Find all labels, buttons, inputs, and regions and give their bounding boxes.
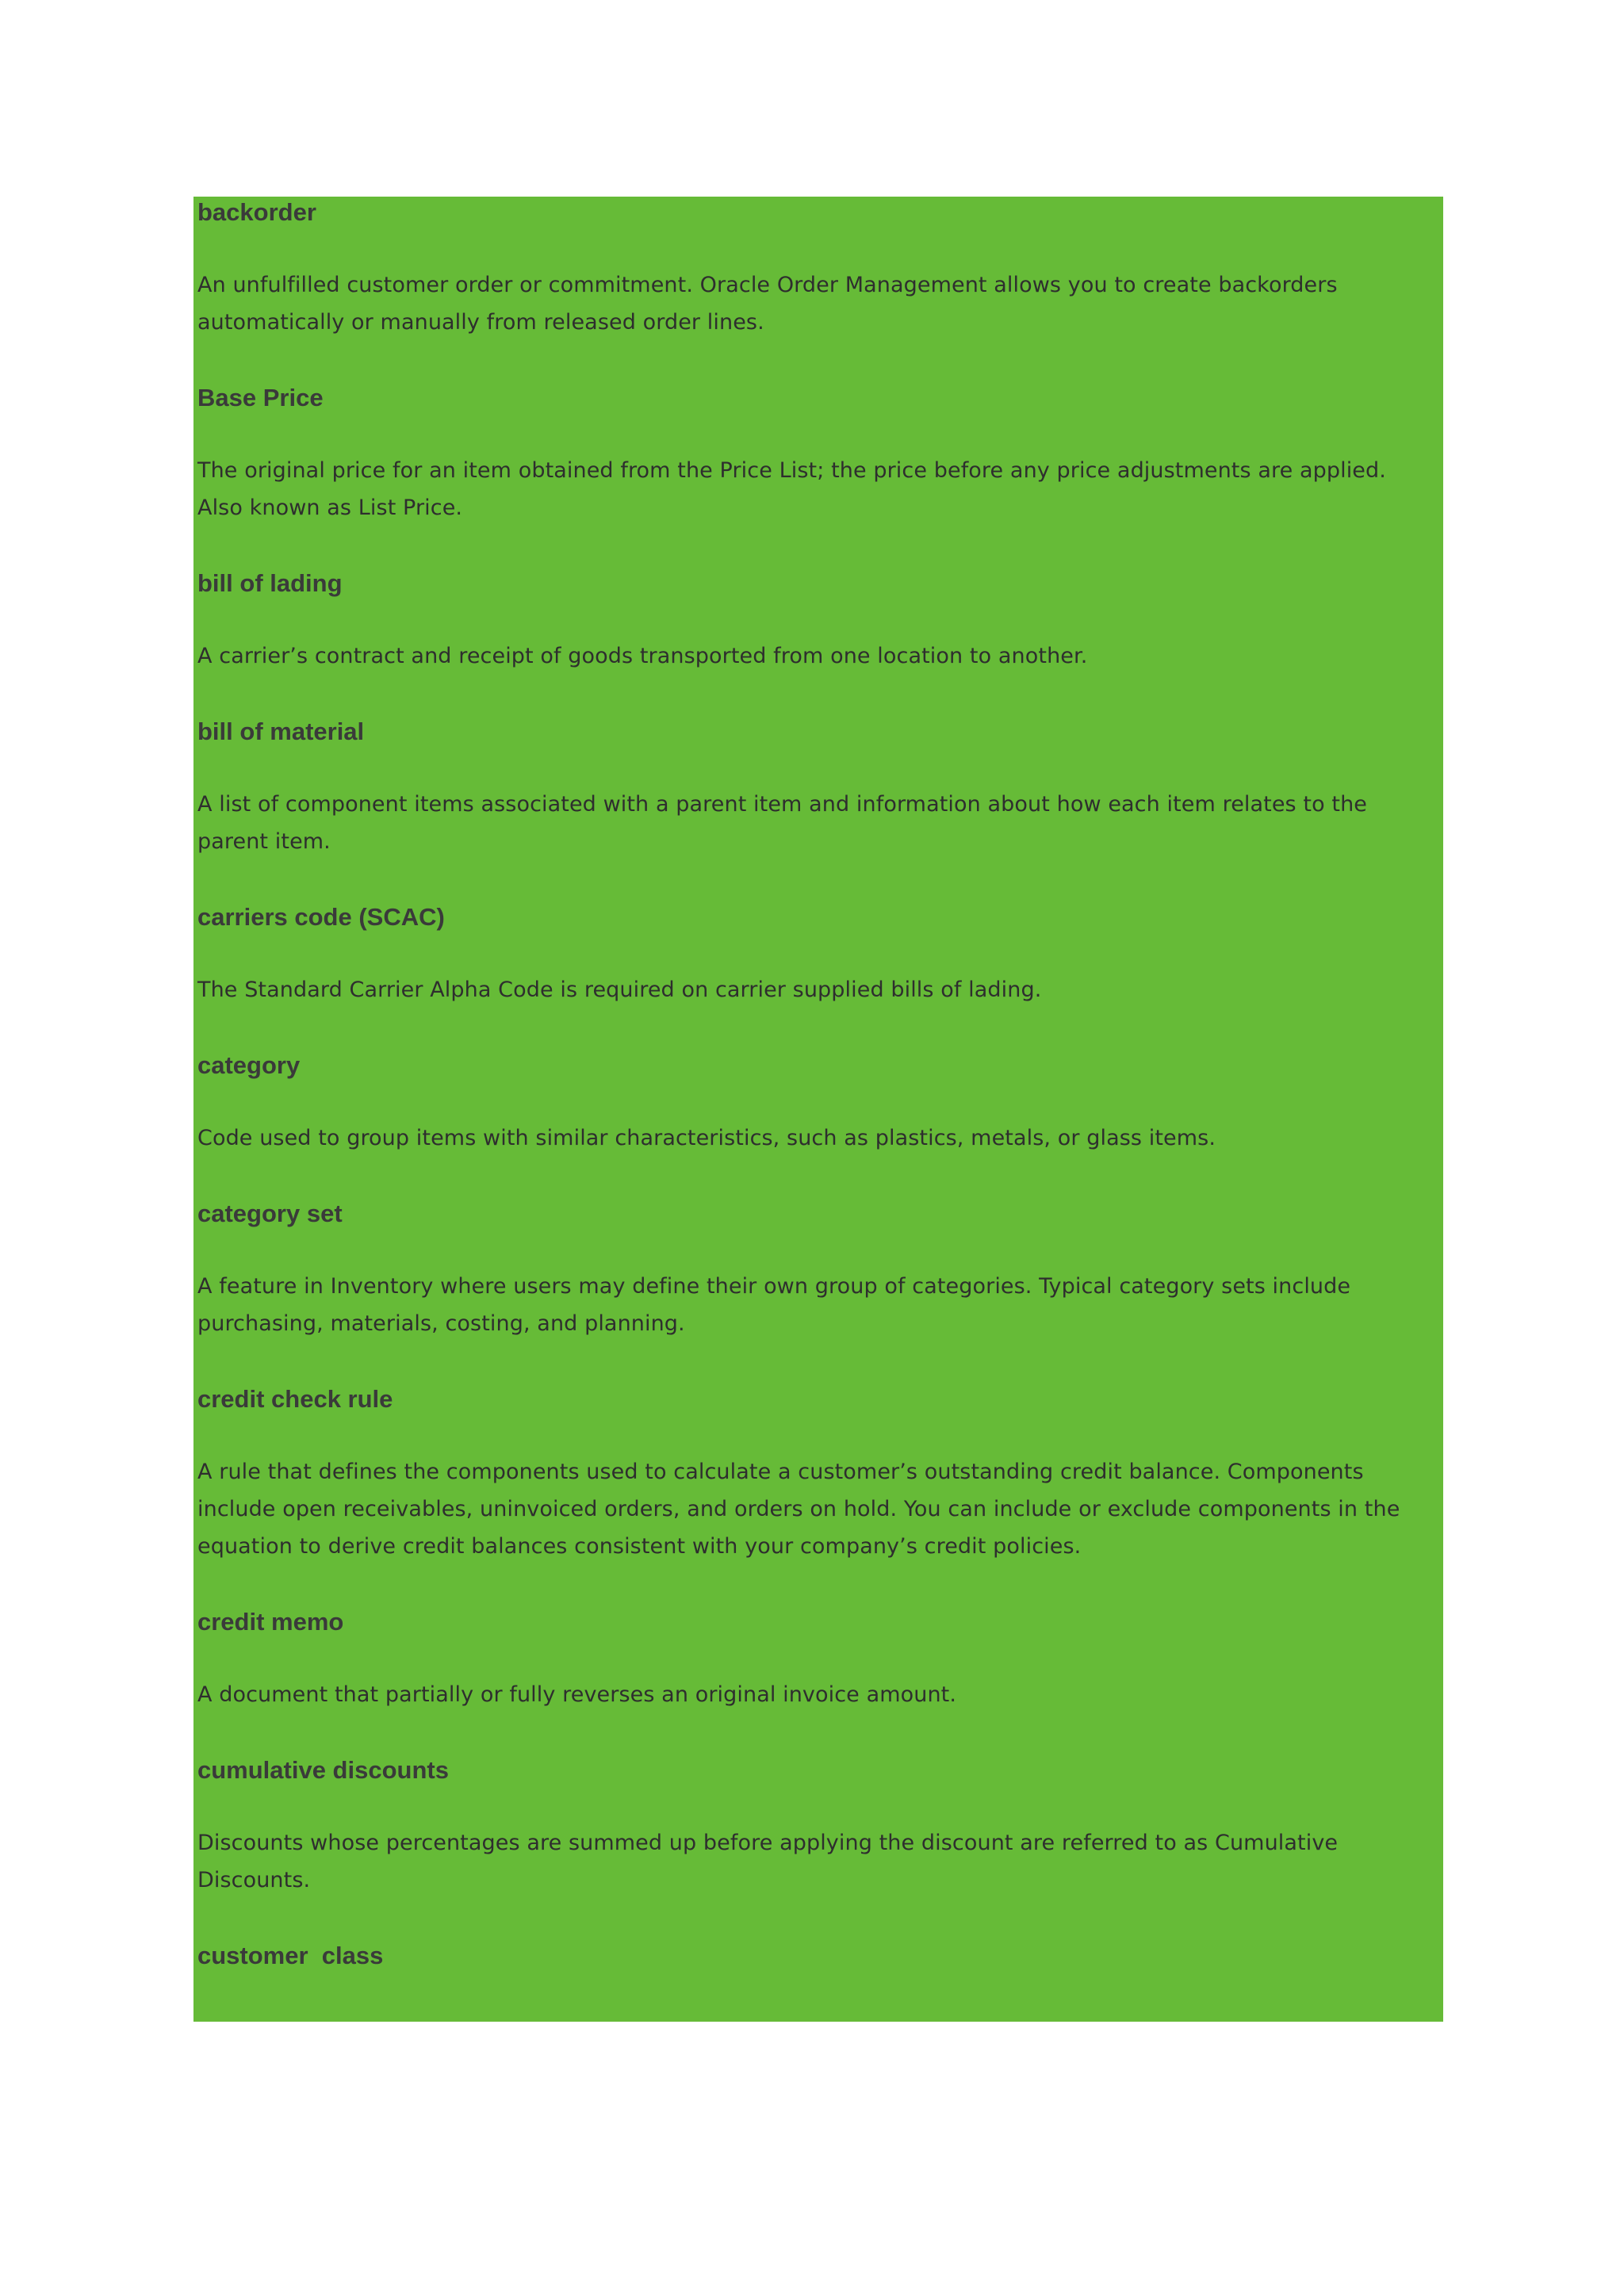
glossary-term: customer class <box>197 1942 384 1969</box>
glossary-panel <box>193 197 1443 2022</box>
glossary-entry-base-price <box>197 382 1443 526</box>
glossary-entry-carriers-code <box>197 901 1443 1008</box>
glossary-term: credit check rule <box>197 1385 393 1413</box>
glossary-entry-customer-class <box>197 1940 1443 1972</box>
glossary-definition: A document that partially or fully reverses an original invoice amount. <box>197 1682 957 1707</box>
glossary-entry-credit-memo <box>197 1606 1443 1713</box>
glossary-term: credit memo <box>197 1608 344 1636</box>
glossary-definition: A list of component items associated with a parent item and information about how each item relates to the parent item. <box>197 792 1368 854</box>
glossary-definition: Discounts whose percentages are summed up before applying the discount are referred to as Cumulative Discounts. <box>197 1831 1339 1892</box>
glossary-term: cumulative discounts <box>197 1756 449 1784</box>
glossary-definition: An unfulfilled customer order or commitment. Oracle Order Management allows you to create backorders automatically or manually from released order lines. <box>197 273 1338 335</box>
glossary-entry-cumulative-discounts <box>197 1755 1443 1899</box>
glossary-term: backorder <box>197 198 316 226</box>
glossary-term: category <box>197 1051 301 1079</box>
glossary-entry-backorder <box>197 197 1443 341</box>
glossary-definition: A feature in Inventory where users may define their own group of categories. Typical category sets include purchasing, materials, costing, and planning. <box>197 1274 1351 1336</box>
glossary-term: Base Price <box>197 384 324 411</box>
glossary-definition: Code used to group items with similar characteristics, such as plastics, metals, or glass items. <box>197 1126 1216 1150</box>
glossary-term: category set <box>197 1200 343 1227</box>
glossary-entry-bill-of-lading <box>197 568 1443 675</box>
glossary-definition: A carrier’s contract and receipt of goods transported from one location to another. <box>197 644 1088 668</box>
glossary-definition: The original price for an item obtained from the Price List; the price before any price adjustments are applied. Also known as List Price. <box>197 458 1386 520</box>
glossary-entry-credit-check-rule <box>197 1383 1443 1565</box>
glossary-term: carriers code (SCAC) <box>197 903 445 931</box>
glossary-entry-category <box>197 1050 1443 1157</box>
glossary-definition: The Standard Carrier Alpha Code is required on carrier supplied bills of lading. <box>197 978 1042 1002</box>
glossary-term: bill of material <box>197 718 365 745</box>
glossary-entry-bill-of-material <box>197 716 1443 860</box>
glossary-entry-category-set <box>197 1198 1443 1342</box>
glossary-definition: A rule that defines the components used to calculate a customer’s outstanding credit balance. Components include open receivables, uninvoiced orders, and orders on hold. You can include or exclude components in the equation to derive credit balances consistent with your company’s credit policies. <box>197 1460 1400 1559</box>
glossary-term: bill of lading <box>197 569 343 597</box>
